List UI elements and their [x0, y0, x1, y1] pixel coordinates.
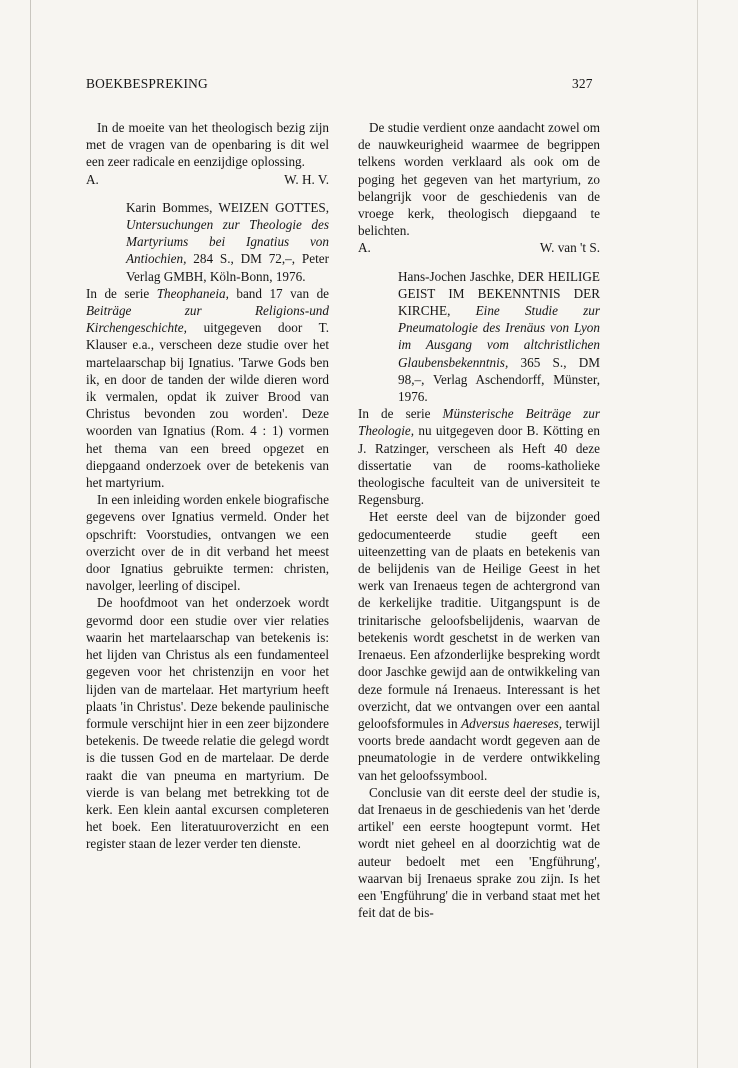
- paragraph: In een inleiding worden enkele biografische gegevens over Ignatius vermeld. Onder het opschrift: Voorstudies, ontvangen we een overzicht over de in dit verband het meest door Ignatius gebruikte termen: christen, navolger, leerling of discipel.: [86, 492, 329, 594]
- running-header: BOEKBESPREKING: [86, 76, 208, 91]
- paragraph: De hoofdmoot van het onderzoek wordt gevormd door een studie over vier relaties waarin het martelaarschap van betekenis is: het lijden van Christus als een fundamenteel gegeven voor het christenzijn en voor het lijden van de martelaar. Het martyrium heeft plaats 'in Christus'. Deze bekende paulinische formule verschijnt hier in een zeer bijzondere betekenis. De tweede relatie die gelegd wordt is die tussen God en de martelaar. De derde raakt die van pneuma en martyrium. De vierde is van belang met betrekking tot de kerk. Een klein aantal excursen completeren het boek. Een literatuuroverzicht en een register staan de lezer verder ten dienste.: [86, 595, 329, 852]
- signature: [86, 171, 329, 188]
- column-left: [86, 119, 329, 853]
- text: nu uitgegeven door B. Kötting en J. Ratzinger, verscheen als Heft 40 deze dissertatie van de rooms-katholieke theologische faculteit van de universiteit te Regensburg.: [358, 423, 601, 508]
- paragraph: De studie verdient onze aandacht zowel om de nauwkeurigheid waarmee de begrippen telkens worden verklaard als ook om de poging het gegeven van het martyrium, zo belangrijk voor de geschiedenis van de vroege kerk, theologisch diepgaand te belichten.: [358, 120, 600, 239]
- page-number: 327: [572, 76, 593, 91]
- citation-subtitle: Eine Studie zur Pneumatologie des Irenäus von Lyon im Ausgang vom altchristlichen Glaubensbekenntnis,: [398, 303, 600, 370]
- signature-initial: A.: [358, 240, 371, 256]
- signature: [358, 239, 600, 256]
- signature-author: W. van 't S.: [539, 240, 600, 256]
- text: Het eerste deel van de bijzonder goed gedocumenteerde studie geeft een uiteenzetting van de plaats en betekenis van de belijdenis van de Heilige Geest in het werk van Irenaeus tegen de achtergrond van de kerkelijke traditie. Uitgangspunt is de trinitarische geloofsbelijdenis, waarvan de betekenis wordt geschetst in de werken van Irenaeus. Een afzonderlijke bespreking wordt door Jaschke gewijd aan de ontwikkeling van deze formule ná Irenaeus. Interessant is het overzicht, dat we ontvangen over een aantal geloofsformules in: [358, 509, 600, 731]
- series-title: Münsterische Beiträge zur Theologie,: [358, 406, 601, 439]
- book-citation: [398, 268, 600, 406]
- work-title: Adversus haereses,: [461, 715, 562, 731]
- paragraph: [86, 285, 329, 491]
- series-title: Beiträge zur Religions-und Kirchengeschichte,: [86, 303, 329, 336]
- text: terwijl voorts brede aandacht wordt gegeven aan de pneumatologie in de verdere ontwikkeling van het geloofssymbool.: [358, 715, 601, 783]
- text: In de serie: [86, 285, 150, 301]
- citation-subtitle: Untersuchungen zur Theologie des Martyriums bei Ignatius von Antiochien,: [126, 217, 329, 267]
- column-right: [358, 119, 600, 921]
- citation-title: DER HEILIGE GEIST IM BEKENNTNIS DER KIRCHE,: [398, 268, 600, 319]
- citation-title: WEIZEN GOTTES,: [218, 199, 330, 215]
- signature-initial: A.: [86, 171, 99, 187]
- signature-author: W. H. V.: [284, 171, 329, 187]
- text: uitgegeven door T. Klauser e.a., verscheen deze studie over het martelaarschap bij Ignatius. 'Tarwe Gods ben ik, en door de tanden der wilde dieren word ik vermalen, opdat ik zuiver Brood van Christus bevonden zou worden'. Deze woorden van Ignatius (Rom. 4 : 1) vormen het thema van een breed opgezet en diepgaand onderzoek over de betekenis van het martyrium.: [86, 320, 329, 491]
- citation-details: 284 S., DM 72,–, Peter Verlag GMBH, Köln-Bonn, 1976.: [126, 251, 329, 284]
- page-edge-left: [30, 0, 31, 1068]
- series-title: Theophaneia,: [156, 285, 229, 301]
- citation-details: 365 S., DM 98,–, Verlag Aschendorff, Münster, 1976.: [398, 354, 600, 405]
- text: band 17 van de: [236, 285, 330, 301]
- citation-author: Karin Bommes,: [126, 199, 213, 215]
- page-edge-right: [697, 0, 698, 1068]
- paragraph: [358, 405, 600, 508]
- paragraph: Conclusie van dit eerste deel der studie is, dat Irenaeus in de geschiedenis van het 'derde artikel' een eerste hoogtepunt vormt. Het wordt niet geheel en al doorzichtig wat de auteur bedoelt met een 'Engführung', waarvan bij Irenaeus sprake zou zijn. Is het een 'Engführung' die in verband staat met het feit dat de bis-: [358, 784, 600, 921]
- paragraph: In de moeite van het theologisch bezig zijn met de vragen van de openbaring is dit wel een zeer radicale en eenzijdige oplossing.: [86, 120, 329, 170]
- book-citation: [126, 199, 329, 285]
- citation-author: Hans-Jochen Jaschke,: [398, 268, 515, 284]
- text: In de serie: [358, 406, 431, 422]
- paragraph: [358, 508, 600, 783]
